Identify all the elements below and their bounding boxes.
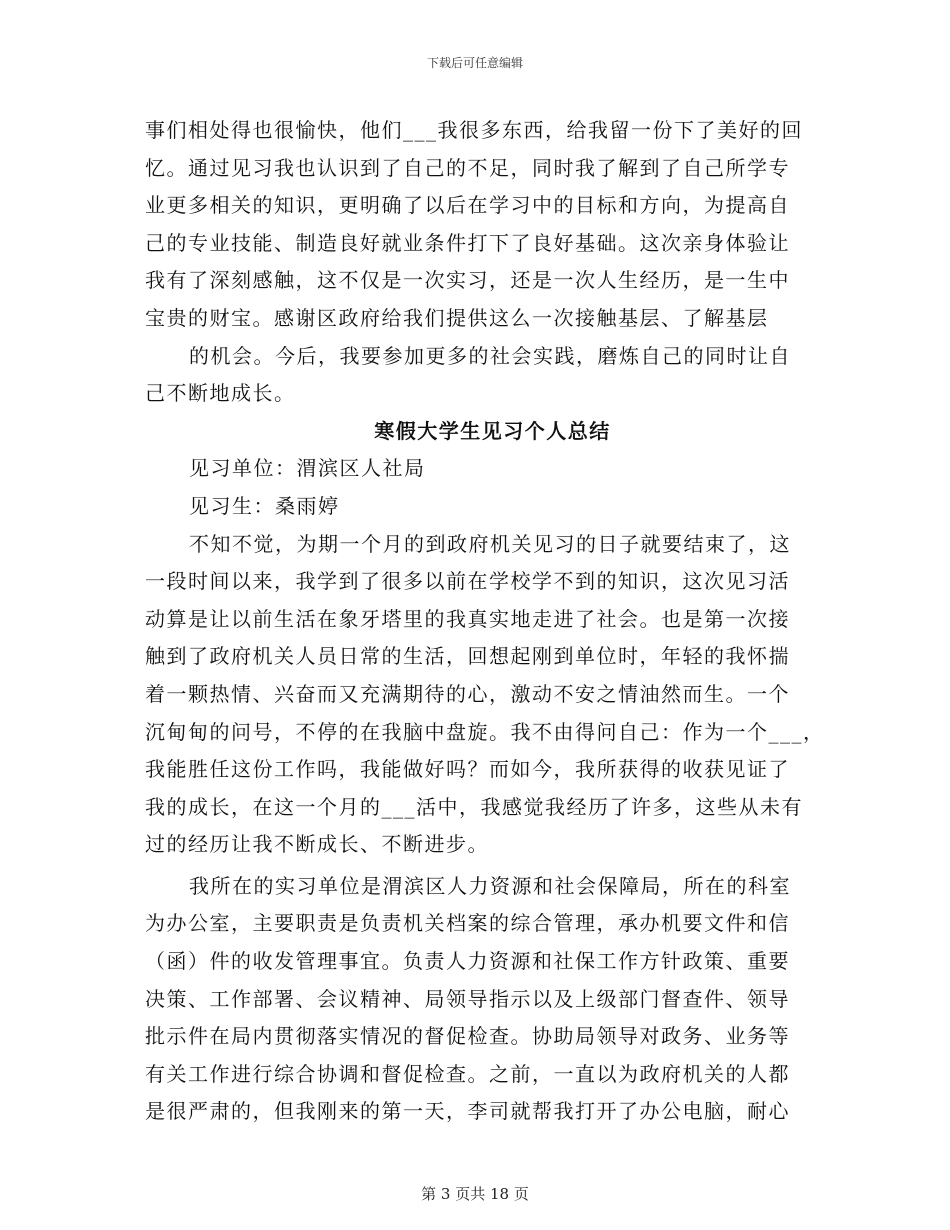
text-line: 决策、工作部署、会议精神、局领导指示以及上级部门督查件、领导: [145, 986, 790, 1011]
text-line: 我所在的实习单位是渭滨区人力资源和社会保障局，所在的科室: [189, 873, 791, 898]
text-line: 触到了政府机关人员日常的生活，回想起刚到单位时，年轻的我怀揣: [145, 644, 790, 669]
text-line: 的机会。今后，我要参加更多的社会实践，磨炼自己的同时让自: [189, 343, 791, 368]
text-line: 宝贵的财宝。感谢区政府给我们提供这么一次接触基层、了解基层: [145, 305, 769, 330]
document-body: [145, 112, 825, 1131]
text-line: 一段时间以来，我学到了很多以前在学校学不到的知识，这次见习活: [145, 569, 790, 594]
page-footer: 第 3 页共 18 页: [421, 1185, 529, 1203]
text-line: （函）件的收发管理事宜。负责人力资源和社保工作方针政策、重要: [145, 949, 790, 974]
text-line: 动算是让以前生活在象牙塔里的我真实地走进了社会。也是第一次接: [145, 606, 790, 631]
text-line: 为办公室，主要职责是负责机关档案的综合管理，承办机要文件和信: [145, 911, 790, 936]
section-title: 寒假大学生见习个人总结: [374, 418, 611, 443]
text-line: 我能胜任这份工作吗，我能做好吗？而如今，我所获得的收获见证了: [145, 757, 790, 782]
text-line: 我有了深刻感触，这不仅是一次实习，还是一次人生经历，是一生中: [145, 268, 790, 293]
text-line: 己不断地成长。: [145, 381, 296, 406]
text-line: 沉甸甸的问号，不停的在我脑中盘旋。我不由得问自己：作为一个___，: [145, 719, 825, 744]
text-line: 不知不觉，为期一个月的到政府机关见习的日子就要结束了，这: [189, 531, 791, 556]
text-line: 我的成长，在这一个月的___活中，我感觉我经历了许多，这些从未有: [145, 794, 803, 819]
text-line: 己的专业技能、制造良好就业条件打下了良好基础。这次亲身体验让: [145, 230, 790, 255]
text-line: 着一颗热情、兴奋而又充满期待的心，激动不安之情油然而生。一个: [145, 681, 790, 706]
text-line: 有关工作进行综合协调和督促检查。之前，一直以为政府机关的人都: [145, 1061, 790, 1086]
internship-unit: 见习单位：渭滨区人社局: [189, 456, 426, 481]
text-line: 是很严肃的，但我刚来的第一天，李司就帮我打开了办公电脑，耐心: [145, 1099, 790, 1124]
page-header: 下载后可任意编辑: [426, 56, 523, 70]
intern-name: 见习生：桑雨婷: [189, 493, 340, 518]
text-line: 业更多相关的知识，更明确了以后在学习中的目标和方向，为提高自: [145, 193, 790, 218]
text-line: 过的经历让我不断成长、不断进步。: [145, 832, 489, 857]
text-line: 事们相处得也很愉快，他们___我很多东西，给我留一份下了美好的回: [145, 118, 803, 142]
text-line: 忆。通过见习我也认识到了自己的不足，同时我了解到了自己所学专: [145, 155, 790, 180]
text-line: 批示件在局内贯彻落实情况的督促检查。协助局领导对政务、业务等: [145, 1024, 790, 1049]
